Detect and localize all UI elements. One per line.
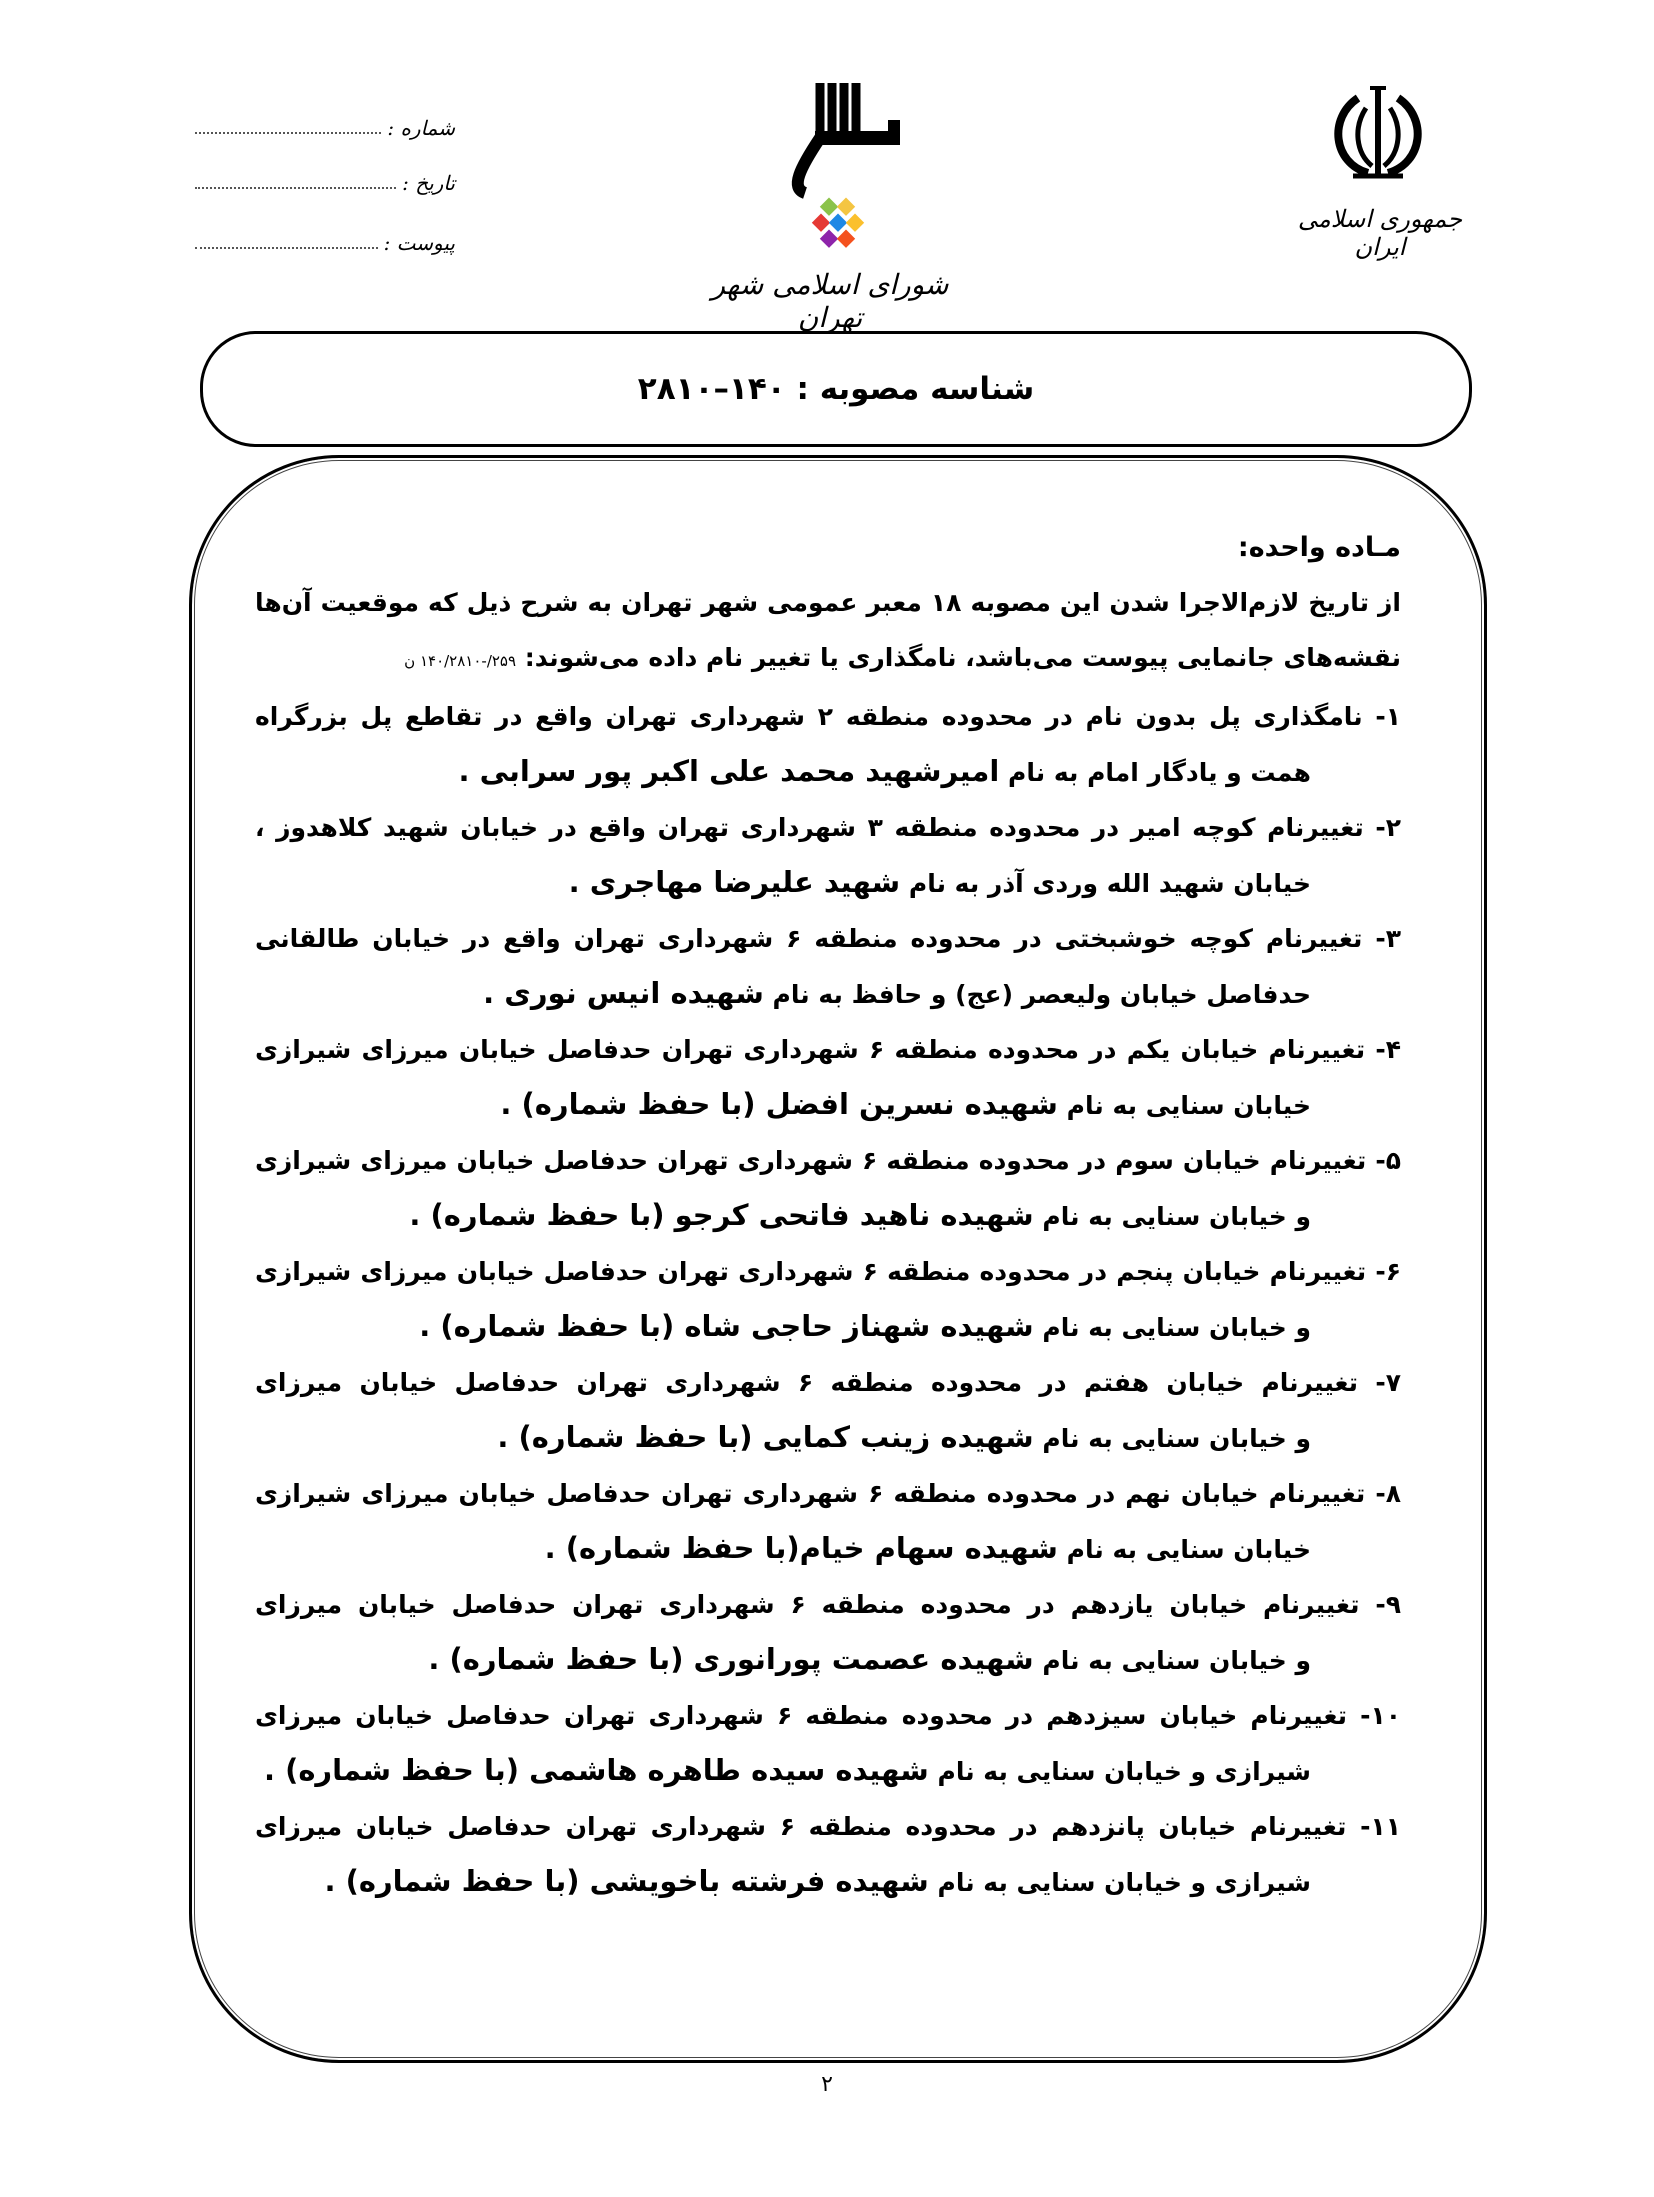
list-item — [255, 1133, 1401, 1244]
intro-line-2 — [255, 630, 1401, 689]
item-end: . — [428, 1642, 450, 1676]
item-list — [255, 689, 1401, 1910]
item-end: . — [500, 1087, 522, 1121]
list-item — [255, 1577, 1401, 1688]
new-street-name: شهیده زینب کمایی (با حفظ شماره) — [518, 1420, 1034, 1454]
reference-code: ۲۵۹/-۱۴۰/۲۸۱۰ ن — [404, 652, 517, 670]
item-line-2-text: خیابان سنایی به نام — [1057, 1091, 1311, 1120]
council-logo-caption: شورای اسلامی شهر تهران — [711, 268, 949, 334]
new-street-name: شهیده ناهید فاتحی کرجو (با حفظ شماره) — [430, 1198, 1034, 1232]
list-item — [255, 1355, 1401, 1466]
new-street-name: شهیده سیده طاهره هاشمی (با حفظ شماره) — [285, 1753, 929, 1787]
article-body — [255, 520, 1401, 1910]
item-line-2-text: خیابان شهید الله وردی آذر به نام — [900, 869, 1311, 898]
date-label: تاریخ : — [402, 171, 455, 195]
list-item — [255, 1799, 1401, 1910]
item-end: . — [497, 1420, 519, 1454]
date-blank — [195, 186, 396, 189]
item-line-1: ۸- تغییرنام خیابان نهم در محدوده منطقه ۶ شهرداری تهران حدفاصل خیابان میرزای شیرازی — [255, 1479, 1401, 1508]
item-line-2 — [255, 1743, 1401, 1799]
date-field — [195, 155, 455, 195]
item-line-2-text: و خیابان سنایی به نام — [1033, 1646, 1311, 1675]
item-end: . — [458, 754, 480, 788]
item-line-1: ۱۰- تغییرنام خیابان سیزدهم در محدوده منطقه ۶ شهرداری تهران حدفاصل خیابان میرزای — [255, 1701, 1401, 1730]
item-line-1: ۱۱- تغییرنام خیابان پانزدهم در محدوده منطقه ۶ شهرداری تهران حدفاصل خیابان میرزای — [255, 1812, 1401, 1841]
attachment-label: پیوست : — [383, 231, 455, 255]
new-street-name: شهیده عصمت پورانوری (با حفظ شماره) — [449, 1642, 1034, 1676]
item-line-1: ۶- تغییرنام خیابان پنجم در محدوده منطقه ۶ شهرداری تهران حدفاصل خیابان میرزای شیرازی — [255, 1257, 1401, 1286]
list-item — [255, 800, 1401, 911]
item-line-1: ۳- تغییرنام کوچه خوشبختی در محدوده منطقه ۶ شهرداری تهران واقع در خیابان طالقانی — [255, 924, 1401, 953]
attachment-field — [195, 215, 455, 255]
list-item — [255, 1466, 1401, 1577]
list-item — [255, 911, 1401, 1022]
item-line-2 — [255, 855, 1401, 911]
intro-line-1: از تاریخ لازم‌الاجرا شدن این مصوبه ۱۸ معبر عمومی شهر تهران به شرح ذیل که موقعیت آن‌ها — [255, 588, 1401, 617]
new-street-name: شهیده شهناز حاجی شاه (با حفظ شماره) — [440, 1309, 1034, 1343]
number-label: شماره : — [387, 116, 455, 140]
item-line-2-text: خیابان سنایی به نام — [1057, 1535, 1311, 1564]
item-line-2 — [255, 1077, 1401, 1133]
item-line-2-text: و خیابان سنایی به نام — [1033, 1424, 1311, 1453]
item-end: . — [544, 1531, 566, 1565]
item-line-1: ۱- نامگذاری پل بدون نام در محدوده منطقه ۲ شهرداری تهران واقع در تقاطع پل بزرگراه — [255, 702, 1401, 731]
new-street-name: شهیده سهام خیام(با حفظ شماره) — [565, 1531, 1058, 1565]
item-end: . — [568, 865, 590, 899]
article-heading: مـاده واحده: — [1237, 532, 1401, 563]
item-end: . — [324, 1864, 346, 1898]
item-line-2-text: و خیابان سنایی به نام — [1033, 1313, 1311, 1342]
item-line-1: ۹- تغییرنام خیابان یازدهم در محدوده منطقه ۶ شهرداری تهران حدفاصل خیابان میرزای — [255, 1590, 1401, 1619]
resolution-id-box — [200, 331, 1472, 447]
item-line-1: ۷- تغییرنام خیابان هفتم در محدوده منطقه ۶ شهرداری تهران حدفاصل خیابان میرزای — [255, 1368, 1401, 1397]
new-street-name: امیرشهید محمد علی اکبر پور سرابی — [479, 754, 1000, 788]
intro-line-2-text: نقشه‌های جانمایی پیوست می‌باشد، نامگذاری یا تغییر نام داده می‌شوند: — [524, 643, 1401, 672]
item-line-1: ۵- تغییرنام خیابان سوم در محدوده منطقه ۶ شهرداری تهران حدفاصل خیابان میرزای شیرازی — [255, 1146, 1401, 1175]
item-line-1: ۲- تغییرنام کوچه امیر در محدوده منطقه ۳ شهرداری تهران واقع در خیابان شهید کلاهدوز ، — [255, 813, 1401, 842]
new-street-name: شهیده فرشته باخویشی (با حفظ شماره) — [345, 1864, 929, 1898]
item-end: . — [409, 1198, 431, 1232]
item-line-2-text: همت و یادگار امام به نام — [999, 758, 1311, 787]
item-line-2 — [255, 1854, 1401, 1910]
list-item — [255, 689, 1401, 800]
emblem-icon — [1308, 78, 1448, 188]
page-number: ۲ — [821, 2072, 833, 2097]
resolution-id-value: ۱۴۰–۲۸۱۰ — [637, 371, 786, 407]
new-street-name: شهیده انیس نوری — [504, 976, 764, 1010]
item-end: . — [483, 976, 505, 1010]
item-line-2-text: و خیابان سنایی به نام — [1033, 1202, 1311, 1231]
item-line-2-text: شیرازی و خیابان سنایی به نام — [928, 1757, 1311, 1786]
item-line-2 — [255, 1632, 1401, 1688]
number-blank — [195, 131, 381, 134]
item-end: . — [263, 1753, 286, 1787]
item-line-2 — [255, 1299, 1401, 1355]
iran-emblem — [1308, 78, 1448, 188]
item-line-2 — [255, 966, 1401, 1022]
list-item — [255, 1688, 1401, 1799]
council-logo — [760, 78, 900, 258]
item-end: . — [419, 1309, 441, 1343]
emblem-caption: جمهوری اسلامی ایران — [1297, 205, 1463, 261]
number-field — [195, 100, 455, 140]
new-street-name: شهیده نسرین افضل (با حفظ شماره) — [521, 1087, 1058, 1121]
list-item — [255, 1022, 1401, 1133]
item-line-2 — [255, 744, 1401, 800]
item-line-2-text: حدفاصل خیابان ولیعصر (عج) و حافظ به نام — [763, 980, 1311, 1009]
council-logo-icon — [760, 78, 900, 258]
item-line-2 — [255, 1521, 1401, 1577]
attachment-blank — [195, 246, 378, 249]
item-line-2 — [255, 1188, 1401, 1244]
new-street-name: شهید علیرضا مهاجری — [589, 865, 901, 899]
item-line-2-text: شیرازی و خیابان سنایی به نام — [928, 1868, 1311, 1897]
list-item — [255, 1244, 1401, 1355]
item-line-1: ۴- تغییرنام خیابان یکم در محدوده منطقه ۶ شهرداری تهران حدفاصل خیابان میرزای شیرازی — [255, 1035, 1401, 1064]
resolution-id — [638, 371, 1034, 407]
item-line-2 — [255, 1410, 1401, 1466]
resolution-id-label: شناسه مصوبه : — [796, 371, 1035, 407]
